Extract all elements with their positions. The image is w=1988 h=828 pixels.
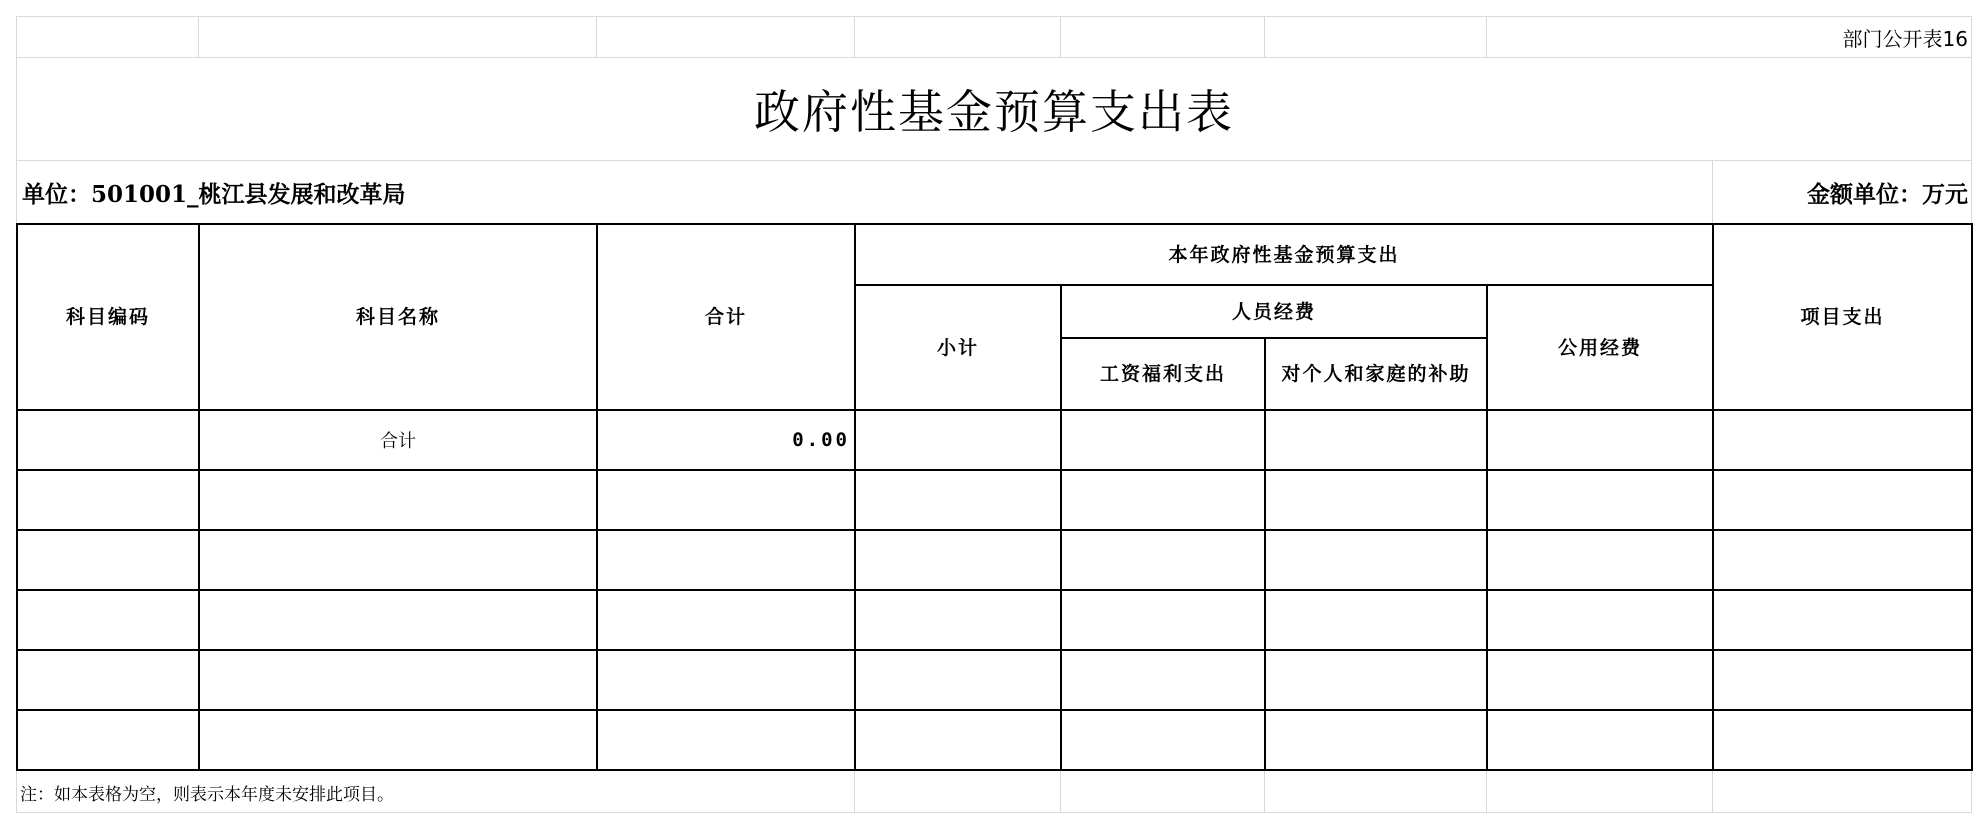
- cell-code[interactable]: [18, 411, 198, 469]
- cell-subtotal[interactable]: [856, 531, 1060, 589]
- cell-subsidy[interactable]: [1266, 471, 1486, 529]
- cell-subsidy[interactable]: [1266, 651, 1486, 709]
- cell-subtotal[interactable]: [856, 711, 1060, 769]
- gridline: [854, 770, 855, 813]
- gridline: [854, 16, 855, 57]
- cell-subtotal[interactable]: [856, 411, 1060, 469]
- cell-name[interactable]: 合计: [380, 431, 416, 452]
- cell-salary[interactable]: [1062, 411, 1264, 469]
- cell-name[interactable]: [200, 711, 596, 769]
- cell-subtotal[interactable]: [856, 651, 1060, 709]
- cell-code[interactable]: [18, 711, 198, 769]
- cell-public[interactable]: [1488, 651, 1712, 709]
- cell-public[interactable]: [1488, 411, 1712, 469]
- cell-subsidy[interactable]: [1266, 711, 1486, 769]
- gridline: [1712, 160, 1713, 224]
- header-public-expense: 公用经费: [1557, 336, 1642, 359]
- header-salary-welfare: 工资福利支出: [1099, 363, 1226, 385]
- header-subject-name: 科目名称: [355, 306, 440, 328]
- cell-project[interactable]: [1714, 711, 1971, 769]
- header-subject-code: 科目编码: [65, 306, 150, 328]
- header-subtotal: 小计: [936, 336, 979, 359]
- cell-public[interactable]: [1488, 531, 1712, 589]
- cell-subsidy[interactable]: [1266, 411, 1486, 469]
- gridline: [1486, 770, 1487, 813]
- cell-project[interactable]: [1714, 531, 1971, 589]
- cell-code[interactable]: [18, 531, 198, 589]
- amount-unit-label: 金额单位：万元: [1807, 180, 1968, 208]
- cell-name[interactable]: [200, 471, 596, 529]
- cell-public[interactable]: [1488, 471, 1712, 529]
- gridline: [1060, 770, 1061, 813]
- gridline: [1264, 770, 1265, 813]
- header-project-expense: 项目支出: [1800, 306, 1885, 328]
- cell-subsidy[interactable]: [1266, 531, 1486, 589]
- gridline: [1971, 770, 1972, 813]
- header-total: 合计: [704, 306, 747, 328]
- table-note: 注：如本表格为空，则表示本年度未安排此项目。: [20, 784, 394, 805]
- header-personnel-group: 人员经费: [1231, 300, 1316, 323]
- cell-total[interactable]: 0.00: [792, 429, 850, 451]
- table-border: [16, 769, 1973, 771]
- cell-subtotal[interactable]: [856, 471, 1060, 529]
- unit-label: 单位：501001_桃江县发展和改革局: [22, 180, 406, 208]
- gridline: [1060, 16, 1061, 57]
- cell-total[interactable]: [598, 471, 850, 529]
- gridline: [1264, 16, 1265, 57]
- header-family-subsidy: 对个人和家庭的补助: [1281, 363, 1471, 385]
- table-border: [1971, 223, 1973, 771]
- page-title: 政府性基金预算支出表: [754, 85, 1234, 139]
- cell-code[interactable]: [18, 471, 198, 529]
- cell-name[interactable]: [200, 651, 596, 709]
- cell-project[interactable]: [1714, 651, 1971, 709]
- cell-subtotal[interactable]: [856, 591, 1060, 649]
- cell-public[interactable]: [1488, 591, 1712, 649]
- cell-total[interactable]: [598, 651, 850, 709]
- cell-total[interactable]: [598, 591, 850, 649]
- cell-salary[interactable]: [1062, 531, 1264, 589]
- gridline: [596, 16, 597, 57]
- cell-name[interactable]: [200, 531, 596, 589]
- cell-project[interactable]: [1714, 591, 1971, 649]
- header-current-year-group: 本年政府性基金预算支出: [1168, 243, 1400, 266]
- cell-subsidy[interactable]: [1266, 591, 1486, 649]
- gridline: [1712, 770, 1713, 813]
- cell-salary[interactable]: [1062, 471, 1264, 529]
- cell-public[interactable]: [1488, 711, 1712, 769]
- cell-salary[interactable]: [1062, 651, 1264, 709]
- form-number: 部门公开表16: [1842, 26, 1968, 51]
- cell-name[interactable]: [200, 591, 596, 649]
- cell-salary[interactable]: [1062, 591, 1264, 649]
- cell-code[interactable]: [18, 591, 198, 649]
- cell-project[interactable]: [1714, 471, 1971, 529]
- gridline: [198, 16, 199, 57]
- gridline: [16, 812, 1972, 813]
- cell-total[interactable]: [598, 711, 850, 769]
- cell-project[interactable]: [1714, 411, 1971, 469]
- cell-salary[interactable]: [1062, 711, 1264, 769]
- gridline: [16, 770, 17, 813]
- cell-total[interactable]: [598, 531, 850, 589]
- cell-code[interactable]: [18, 651, 198, 709]
